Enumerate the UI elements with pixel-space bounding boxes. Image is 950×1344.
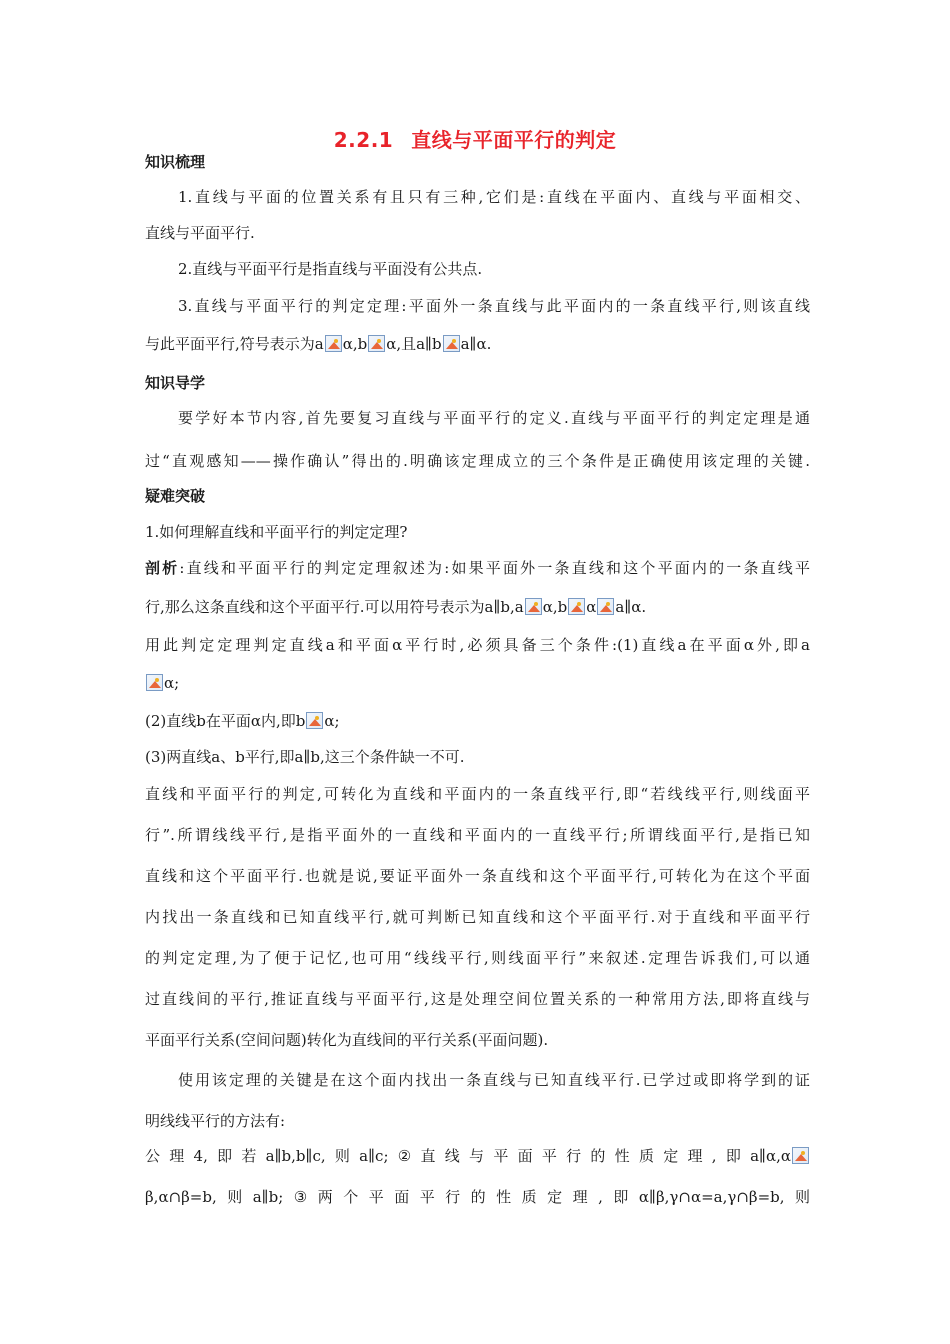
broken-image-icon xyxy=(306,712,323,729)
section-heading-knowledge-guide: 知识导学 xyxy=(145,374,206,392)
paragraph-line: 内找出一条直线和已知直线平行,就可判断已知直线和这个平面平行.对于直线和平面平行 xyxy=(145,908,810,926)
section-heading-knowledge-summary: 知识梳理 xyxy=(145,153,206,171)
paragraph-line: 2.直线与平面平行是指直线与平面没有公共点. xyxy=(178,260,483,278)
section-heading-difficulty-breakthrough: 疑难突破 xyxy=(145,487,206,505)
paragraph-line: 直线和这个平面平行.也就是说,要证平面外一条直线和这个平面平行,可转化为在这个平面 xyxy=(145,867,810,885)
paragraph-line: 要学好本节内容,首先要复习直线与平面平行的定义.直线与平面平行的判定定理是通 xyxy=(178,409,810,427)
paragraph-line xyxy=(145,710,810,732)
paragraph-line xyxy=(145,557,810,579)
broken-image-icon xyxy=(597,598,614,615)
paragraph-line: 直线和平面平行的判定,可转化为直线和平面内的一条直线平行,即“若线线平行,则线面平 xyxy=(145,785,810,803)
text-run: (2)直线b在平面α内,即b xyxy=(145,712,306,730)
text-run: a∥α. xyxy=(460,335,492,353)
question-line: 1.如何理解直线和平面平行的判定定理? xyxy=(145,523,408,541)
title-text: 直线与平面平行的判定 xyxy=(411,128,617,152)
title-number: 2.2.1 xyxy=(333,128,394,152)
paragraph-line xyxy=(145,1145,810,1167)
paragraph-line: 用此判定定理判定直线a和平面α平行时,必须具备三个条件:(1)直线a在平面α外,即a xyxy=(145,636,810,654)
broken-image-icon xyxy=(525,598,542,615)
paragraph-line: β,α∩β=b,则a∥b;③两个平面平行的性质定理,即α∥β,γ∩α=a,γ∩β=b,则 xyxy=(145,1188,810,1206)
paragraph-line: 行”.所谓线线平行,是指平面外的一直线和平面内的一直线平行;所谓线面平行,是指已知 xyxy=(145,826,810,844)
broken-image-icon xyxy=(368,335,385,352)
text-run: a∥α. xyxy=(615,598,647,616)
paragraph-line: 明线线平行的方法有: xyxy=(145,1112,286,1130)
analysis-label: 剖析 xyxy=(145,559,180,577)
paragraph-line: 3.直线与平面平行的判定定理:平面外一条直线与此平面内的一条直线平行,则该直线 xyxy=(178,297,810,315)
broken-image-icon xyxy=(325,335,342,352)
text-run: 与此平面平行,符号表示为a xyxy=(145,335,324,353)
broken-image-icon xyxy=(146,674,163,691)
text-run: α,b xyxy=(342,335,368,353)
paragraph-line: 的判定定理,为了便于记忆,也可用“线线平行,则线面平行”来叙述.定理告诉我们,可以通 xyxy=(145,949,810,967)
page-title xyxy=(0,124,950,153)
text-run: α; xyxy=(324,712,340,730)
paragraph-line xyxy=(145,672,810,694)
paragraph-line: 过“直观感知——操作确认”得出的.明确该定理成立的三个条件是正确使用该定理的关键. xyxy=(145,452,810,470)
paragraph-line: 1.直线与平面的位置关系有且只有三种,它们是:直线在平面内、直线与平面相交、 xyxy=(178,188,810,206)
text-run: α xyxy=(586,598,597,616)
paragraph-line: 使用该定理的关键是在这个面内找出一条直线与已知直线平行.已学过或即将学到的证 xyxy=(178,1071,810,1089)
paragraph-line: 平面平行关系(空间问题)转化为直线间的平行关系(平面问题). xyxy=(145,1031,549,1049)
text-run: 行,那么这条直线和这个平面平行.可以用符号表示为a∥b,a xyxy=(145,598,524,616)
paragraph-line: 直线与平面平行. xyxy=(145,224,255,242)
text-run: 公理4,即若a∥b,b∥c,则a∥c;②直线与平面平行的性质定理,即a∥α,α xyxy=(145,1147,791,1165)
paragraph-line: (3)两直线a、b平行,即a∥b,这三个条件缺一不可. xyxy=(145,748,465,766)
broken-image-icon xyxy=(443,335,460,352)
paragraph-line xyxy=(145,333,810,355)
broken-image-icon xyxy=(568,598,585,615)
paragraph-line xyxy=(145,596,810,618)
text-run: α; xyxy=(164,674,180,692)
text-run: α,b xyxy=(542,598,568,616)
paragraph-line: 过直线间的平行,推证直线与平面平行,这是处理空间位置关系的一种常用方法,即将直线与 xyxy=(145,990,810,1008)
text-run: :直线和平面平行的判定定理叙述为:如果平面外一条直线和这个平面内的一条直线平 xyxy=(179,559,810,577)
broken-image-icon xyxy=(792,1147,809,1164)
text-run: α,且a∥b xyxy=(386,335,442,353)
